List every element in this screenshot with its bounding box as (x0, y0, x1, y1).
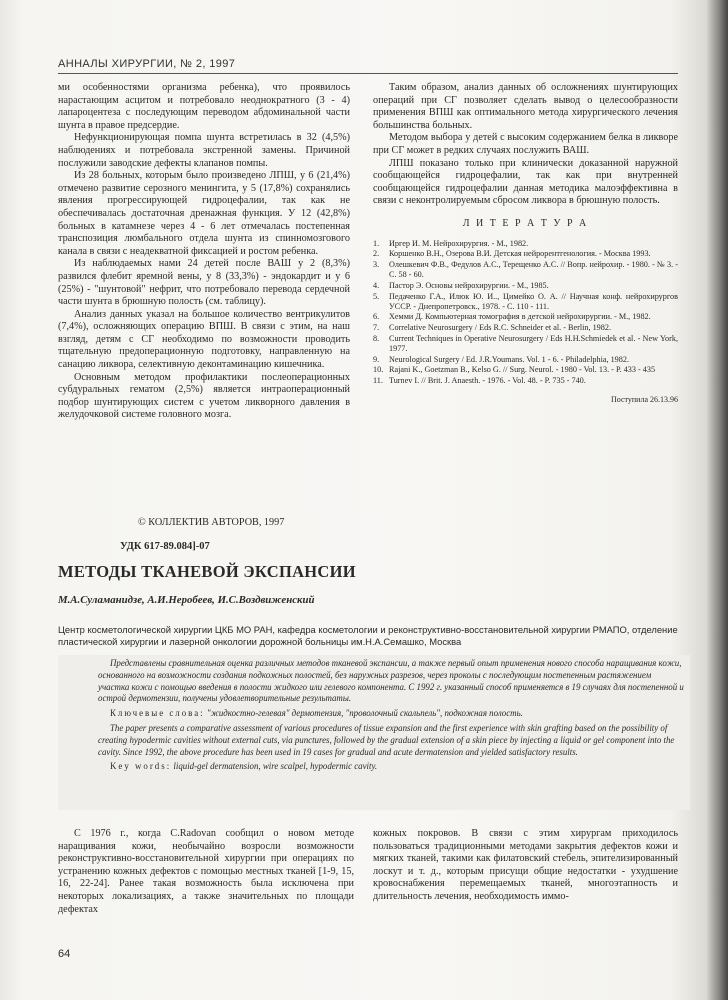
udk-code: УДК 617-89.084]-07 (120, 541, 210, 552)
reference-item: 6. Хемми Д. Компьютерная томография в детской нейрохирургии. - М., 1982. (373, 312, 651, 322)
reference-item: 9. Neurological Surgery / Ed. J.R.Youmans. Vol. 1 - 6. - Philadelphia, 1982. (373, 354, 630, 364)
header-rule (58, 73, 678, 74)
article-title: МЕТОДЫ ТКАНЕВОЙ ЭКСПАНСИИ (58, 562, 356, 581)
paragraph: Из 28 больных, которым было произведено ЛПШ, у 6 (21,4%) отмечено развитие серозного менингита, у 5 (17,8%) сохранялись явления прогрессирующей гидроцефалии, так как не обеспечивалась достаточная дренажная функция. У 12 (42,8%) больных в катамнезе через 4 - 6 лет отмечалась постепенная транспозиция люмбального отдела шунта из спинномозгового канала в связи с неадекватной фиксацией и ростом ребенка. (58, 170, 350, 257)
paragraph: кожных покровов. В связи с этим хирургам приходилось пользоваться традиционными методами закрытия дефектов кожи и мягких тканей, такими как филатовский стебель, эпителизированный лоскут и т. д., которым присущи общие недостатки - ухудшение кровоснабжения перемещаемых тканей, многоэтапность и длительность лечения, необходимость иммо- (373, 828, 678, 902)
reference-item: 1. Иргер И. М. Нейрохирургия. - М., 1982. (373, 238, 529, 248)
reference-item: 7. Correlative Neurosurgery / Eds R.C. Schneider et al. - Berlin, 1982. (373, 323, 611, 333)
paragraph: ЛПШ показано только при клинически доказанной наружной сообщающейся гидроцефалии, так как при внутренней сообщающейся гидроцефалии данная методика малоэффективна в связи с неконтролируемым сбросом ликвора в брюшную полость. (373, 157, 678, 207)
article-body-right (373, 828, 678, 904)
paragraph: Из наблюдаемых нами 24 детей после ВАШ у 2 (8,3%) развился флебит яремной вены, у 8 (33,3%) - эндокардит и у 6 (25%) - "шунтовой" нефрит, что потребовало перевода сердечной части шунта в брюшную полость (см. таблицу). (58, 258, 350, 308)
paragraph: Анализ данных указал на большое количество вентрикулитов (7,4%), осложняющих операцию ВПШ. В связи с этим, на наш взгляд, детям с СГ необходимо по возможности проводить тщательную предоперационную подготовку, направленную на санацию ликвора, селективную деконтаминацию кишечника. (58, 308, 350, 371)
affiliation: Центр косметологической хирургии ЦКБ МО РАН, кафедра косметологии и реконструктивно-восстановительной хирургии РМАПО, отделение пластической хирургии и лазерной онкологии дорожной больницы им.Н.А.Семашко, Москва (58, 624, 678, 647)
references-list (373, 239, 678, 387)
reference-item: 4. Пастор Э. Основы нейрохирургии. - М., 1985. (373, 280, 549, 290)
article-authors: М.А.Суламанидзе, А.И.Неробеев, И.С.Воздвиженский (58, 594, 315, 606)
reference-item: 2. Коршенко В.Н., Озерова В.И. Детская нейрорентгенология. - Москва 1993. (373, 249, 651, 259)
paragraph: ми особенностями организма ребенка), что проявилось нарастающим асцитом и потребовало неоднократного (3 - 4) лапароцентеза с последующим переводом абдоминальной части шунта в правое предсердие. (58, 82, 350, 131)
page-number: 64 (58, 948, 71, 960)
reference-item: 8. Current Techniques in Operative Neurosurgery / Eds H.H.Schmiedek et al. - New York, 1977. (373, 333, 678, 354)
reference-item: 5. Педаченко Г.А., Илюк Ю. И.., Цимейко О. А. // Научная конф. нейрохирургов УССР. - Днепропетровск., 1978. - С. 110 - 111. (373, 291, 678, 311)
copyright-line: © КОЛЛЕКТИВ АВТОРОВ, 1997 (138, 517, 285, 528)
paragraph: Методом выбора у детей с высоким содержанием белка в ликворе при СГ может в редких случаях послужить ВАШ. (373, 132, 678, 156)
reference-item: 3. Олешкевич Ф.В., Федулов А.С., Терещенко А.С. // Вопр. нейрохир. - 1980. - № 3. - С. 58 - 60. (373, 259, 678, 280)
keywords-ru-label: Ключевые слова: (110, 708, 205, 719)
left-column (58, 82, 350, 422)
received-date: Поступила 26.13.96 (610, 395, 678, 405)
reference-item: 11. Turnev I. // Brit. J. Anaesth. - 1976. - Vol. 48. - P. 735 - 740. (373, 376, 586, 386)
paragraph: Основным методом профилактики послеоперационных субдуральных гематом (2,5%) является интраоперационный подбор шунтирующих систем с учетом ликворного давления в желудочковой системе головного мозга. (58, 371, 350, 421)
paragraph: Таким образом, анализ данных об осложнениях шунтирующих операций при СГ позволяет сделать вывод о целесообразности применения ВПШ как оптимального метода хирургического лечения большинства больных. (373, 82, 678, 131)
abstract-en: The paper presents a comparative assessment of various procedures of tissue expansion and the first experience with skin grafting based on the possibility of creating hypodermic cavities without external cuts, via punctures, followed by the gradual extension of a skin piece by injecting a liquid or gel component into the cavity. Since 1992, the above procedure has been used in 19 cases for gradual and acute dermatension and yielded satisfactory results. (98, 722, 675, 757)
reference-item: 10. Rajani K., Goetzman B., Kelso G. // Surg. Neurol. - 1980 - Vol. 13. - P. 433 - 435 (373, 365, 656, 375)
keywords-en-label: Key words: (110, 761, 172, 772)
keywords-en (98, 761, 684, 773)
abstract-ru: Представлены сравнительная оценка различных методов тканевой экспансии, а также первый опыт применения нового способа наращивания кожи, основанного на возможности создания подкожных полостей, без наружных разрезов, через проколы с последующим постепенным растяжением участка кожи с помощью введения в полости жидкого или гелевого компонента. С 1992 г. указанный способ применяется в 19 случаях для постепенной и острой дермотензии, получены удовлетворительные результаты. (98, 658, 684, 704)
paragraph: Нефункционирующая помпа шунта встретилась в 32 (4,5%) наблюдениях и потребовала экстренной замены. Причиной послужили заводские дефекты клапанов помпы. (58, 132, 350, 169)
page-edge-shadow (706, 0, 728, 1000)
running-header: АННАЛЫ ХИРУРГИИ, № 2, 1997 (58, 58, 236, 70)
references-heading: Л И Т Е Р А Т У Р А (462, 217, 589, 229)
keywords-ru-value: "жидкостно-гелевая" дермотензия, "проволочный скальпель", подкожная полость. (206, 708, 523, 719)
paragraph: С 1976 г., когда C.Radovan сообщил о новом методе наращивания кожи, необычайно возросли возможности реконструктивно-восстановительной хирургии при операциях по устранению кожных дефектов с помощью местных тканей [1-9, 15, 16, 22-24]. Ранее такая возможность была исключена при некоторых локализациях, а также значительных по площади дефектах (58, 828, 354, 915)
abstract-text (98, 658, 684, 776)
keywords-en-value: liquid-gel dermatension, wire scalpel, hypodermic cavity. (173, 761, 378, 772)
article-body-left (58, 828, 354, 916)
keywords-ru (98, 708, 684, 720)
right-column (373, 82, 678, 407)
